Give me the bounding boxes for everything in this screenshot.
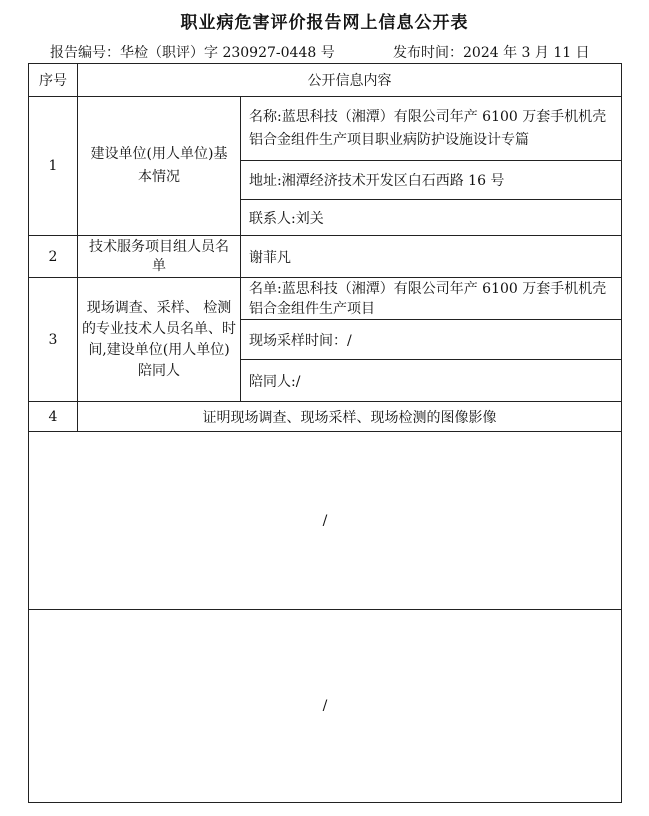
row1-number: 1 bbox=[29, 97, 78, 236]
row2-number: 2 bbox=[29, 236, 78, 278]
row3-label: 现场调查、采样、 检测的专业技术人员名单、时间,建设单位(用人单位)陪同人 bbox=[78, 278, 241, 402]
image-placeholder-1: / bbox=[29, 432, 622, 610]
row1-address: 地址:湘潭经济技术开发区白石西路 16 号 bbox=[241, 161, 622, 200]
row4-label: 证明现场调查、现场采样、现场检测的图像影像 bbox=[78, 402, 622, 432]
publish-date: 发布时间：2024 年 3 月 11 日 bbox=[393, 45, 590, 61]
row1-company-name: 名称:蓝思科技（湘潭）有限公司年产 6100 万套手机机壳铝合金组件生产项目职业病防护设施设计专篇 bbox=[241, 97, 622, 161]
row3-number: 3 bbox=[29, 278, 78, 402]
report-number: 报告编号：华检（职评）字 230927-0448 号 bbox=[50, 45, 335, 61]
image-placeholder-2: / bbox=[29, 610, 622, 803]
row1-label: 建设单位(用人单位)基本情况 bbox=[78, 97, 241, 236]
header-seq: 序号 bbox=[29, 64, 78, 97]
row3-sampling-time: 现场采样时间：/ bbox=[241, 320, 622, 360]
row1-contact: 联系人:刘关 bbox=[241, 200, 622, 236]
row2-value: 谢菲凡 bbox=[241, 236, 622, 278]
row3-name-list: 名单:蓝思科技（湘潭）有限公司年产 6100 万套手机机壳铝合金组件生产项目 bbox=[241, 278, 622, 320]
info-table bbox=[28, 63, 622, 803]
row2-label: 技术服务项目组人员名单 bbox=[78, 236, 241, 278]
page-title: 职业病危害评价报告网上信息公开表 bbox=[180, 13, 469, 33]
row4-number: 4 bbox=[29, 402, 78, 432]
row3-companion: 陪同人:/ bbox=[241, 360, 622, 402]
header-content: 公开信息内容 bbox=[78, 64, 622, 97]
